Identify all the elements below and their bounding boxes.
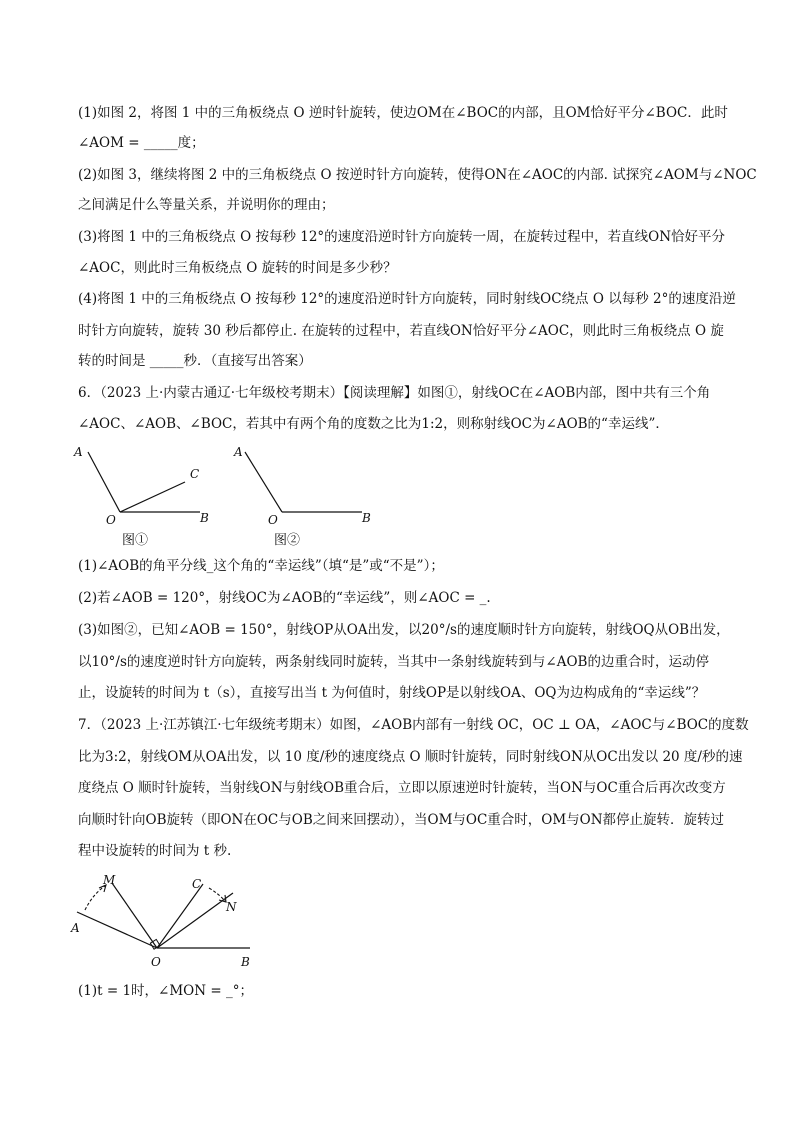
fig3-label-b: B bbox=[241, 955, 250, 969]
q5-part2-line2: 之间满足什么等量关系，并说明你的理由； bbox=[78, 197, 335, 213]
fig1-label-a: A bbox=[74, 445, 83, 459]
q6-part2: (2)若∠AOB = 120°，射线OC为∠AOB的“幸运线”，则∠AOC = _. bbox=[78, 590, 491, 606]
fig2-label-b: B bbox=[362, 511, 371, 525]
q7-stem-line1: 7．（2023 上·江苏镇江·七年级统考期末）如图，∠AOB内部有一射线 OC，OC ⊥ OA，∠AOC与∠BOC的度数 bbox=[78, 717, 749, 733]
q5-part3-line2: ∠AOC，则此时三角板绕点 O 旋转的时间是多少秒？ bbox=[78, 260, 397, 276]
q5-part3-line1: (3)将图 1 中的三角板绕点 O 按每秒 12°的速度沿逆时针方向旋转一周，在旋转过程中，若直线ON恰好平分 bbox=[78, 229, 726, 245]
q5-part4-line3: 转的时间是 _____秒．（直接写出答案） bbox=[78, 353, 312, 369]
q5-part2-line1: (2)如图 3，继续将图 2 中的三角板绕点 O 按逆时针方向旋转，使得ON在∠AOC的内部. 试探究∠AOM与∠NOC bbox=[78, 167, 757, 183]
q6-stem-line1: 6．（2023 上·内蒙古通辽·七年级校考期末）【阅读理解】如图①，射线OC在∠AOB内部，图中共有三个角 bbox=[78, 385, 711, 401]
figure-1-diagram bbox=[70, 440, 220, 550]
q7-stem-line2: 比为3:2，射线OM从OA出发，以 10 度/秒的速度绕点 O 顺时针旋转，同时射线ON从OC出发以 20 度/秒的速 bbox=[78, 749, 743, 765]
q6-part3-line2: 以10°/s的速度逆时针方向旋转，两条射线同时旋转，当其中一条射线旋转到与∠AOB的边重合时，运动停 bbox=[78, 654, 709, 670]
fig2-label-o: O bbox=[268, 513, 278, 527]
q7-stem-line4: 向顺时针向OB旋转（即ON在OC与OB之间来回摆动），当OM与OC重合时，OM与ON都停止旋转．旋转过 bbox=[78, 812, 725, 828]
fig1-caption: 图① bbox=[122, 533, 149, 548]
q5-part1-line1: (1)如图 2，将图 1 中的三角板绕点 O 逆时针旋转，使边OM在∠BOC的内部，且OM恰好平分∠BOC．此时 bbox=[78, 105, 728, 121]
q5-part4-line2: 时针方向旋转，旋转 30 秒后都停止. 在旋转的过程中，若直线ON恰好平分∠AOC，则此时三角板绕点 O 旋 bbox=[78, 323, 724, 339]
q6-part1: (1)∠AOB的角平分线_这个角的“幸运线”（填“是”或“不是”）； bbox=[78, 558, 444, 574]
fig3-label-c: C bbox=[192, 877, 202, 891]
fig2-caption: 图② bbox=[274, 533, 301, 548]
fig3-label-n: N bbox=[226, 900, 237, 914]
fig3-label-m: M bbox=[103, 873, 116, 887]
figure-3-diagram bbox=[65, 868, 265, 978]
fig3-label-a: A bbox=[71, 921, 80, 935]
fig1-label-b: B bbox=[200, 511, 209, 525]
q5-part4-line1: (4)将图 1 中的三角板绕点 O 按每秒 12°的速度沿逆时针方向旋转，同时射线OC绕点 O 以每秒 2°的速度沿逆 bbox=[78, 291, 736, 307]
fig1-label-o: O bbox=[106, 513, 116, 527]
fig2-label-a: A bbox=[234, 445, 243, 459]
q6-part3-line3: 止，设旋转的时间为 t（s），直接写出当 t 为何值时，射线OP是以射线OA、OQ为边构成角的“幸运线”？ bbox=[78, 685, 706, 701]
q7-stem-line5: 程中设旋转的时间为 t 秒. bbox=[78, 843, 232, 859]
fig1-label-c: C bbox=[190, 467, 200, 481]
figure-2-diagram bbox=[230, 440, 380, 550]
q7-stem-line3: 度绕点 O 顺时针旋转，当射线ON与射线OB重合后，立即以原速逆时针旋转，当ON与OC重合后再次改变方 bbox=[78, 780, 726, 796]
q7-part1: (1)t = 1时，∠MON = _°； bbox=[78, 983, 253, 999]
q5-part1-line2: ∠AOM = _____度； bbox=[78, 135, 205, 151]
q6-stem-line2: ∠AOC、∠AOB、∠BOC，若其中有两个角的度数之比为1:2，则称射线OC为∠AOB的“幸运线”． bbox=[78, 416, 669, 432]
fig3-label-o: O bbox=[151, 955, 161, 969]
q6-part3-line1: (3)如图②，已知∠AOB = 150°，射线OP从OA出发，以20°/s的速度顺时针方向旋转，射线OQ从OB出发， bbox=[78, 622, 730, 638]
